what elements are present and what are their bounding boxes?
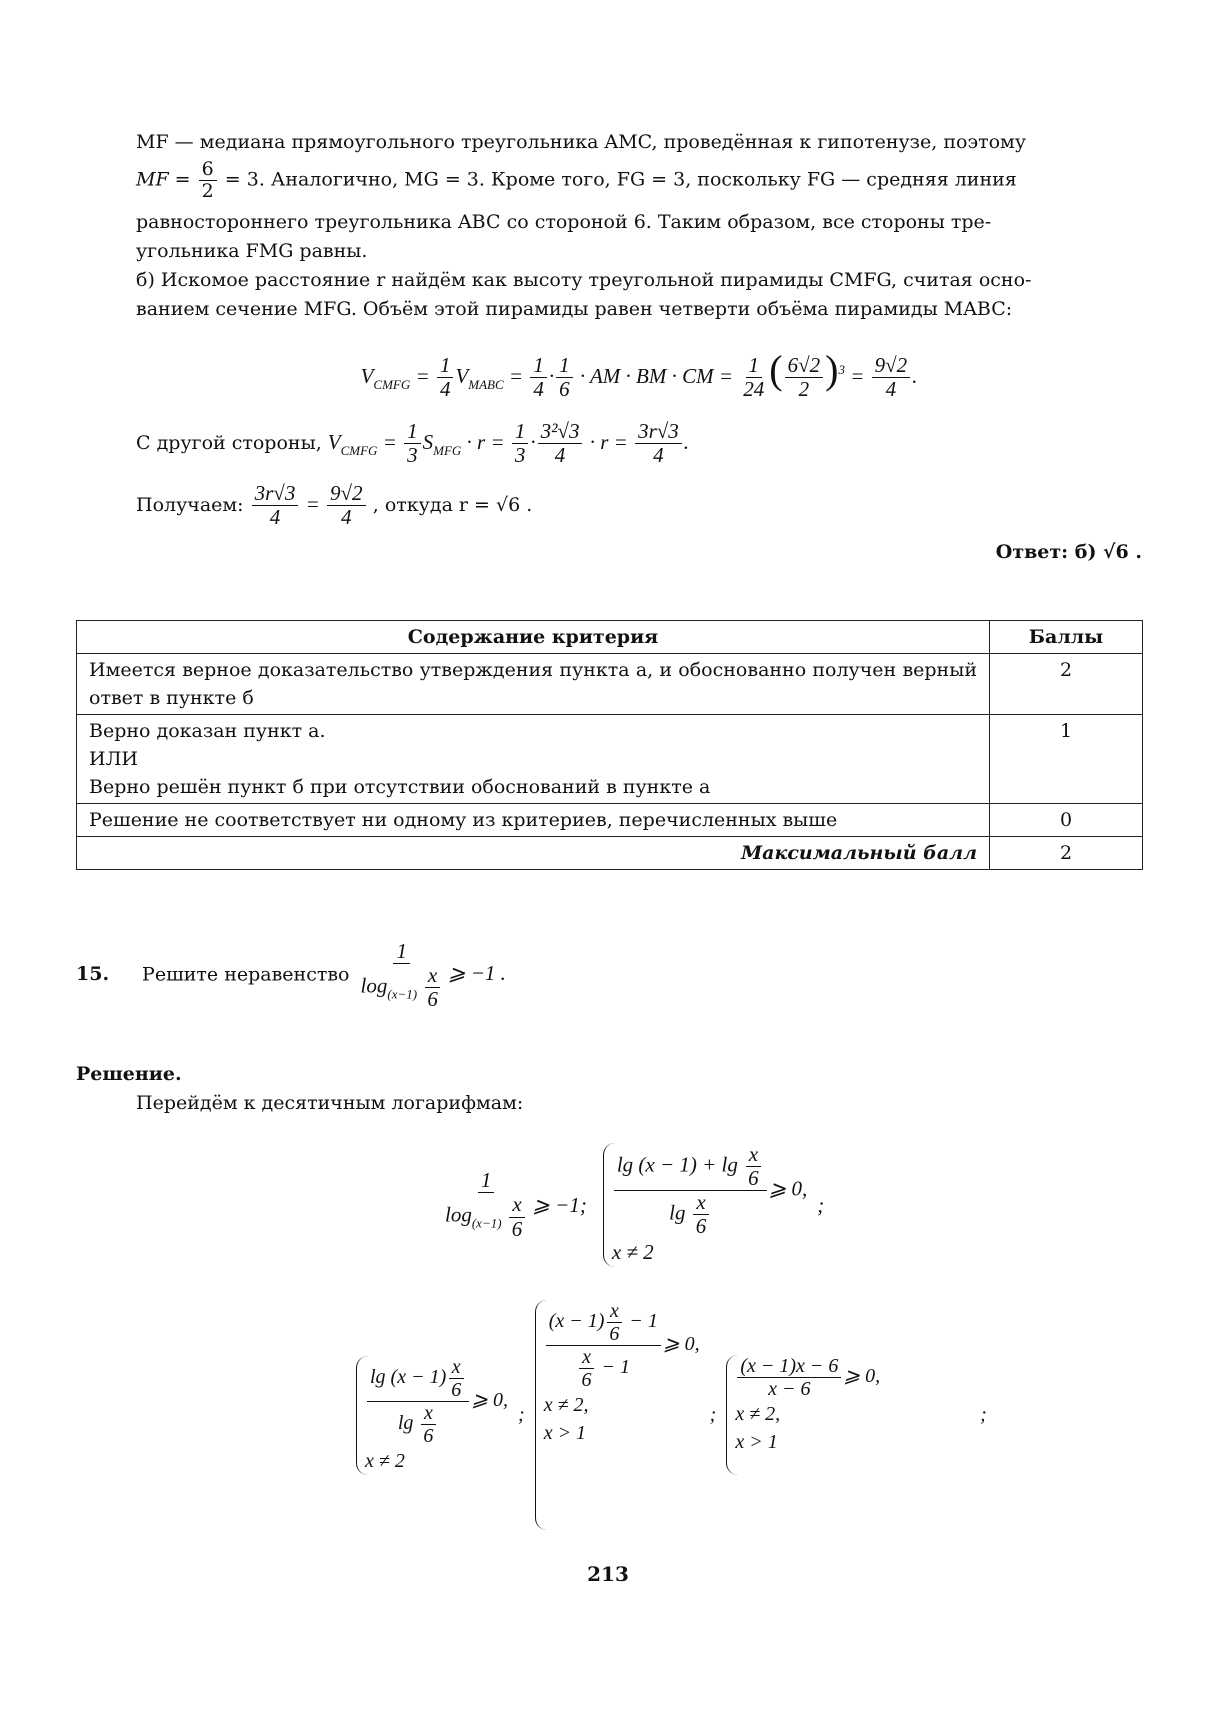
mf-label: MF = — [136, 168, 191, 191]
text-line: равностороннего треугольника ABC со стороной 6. Таким образом, все стороны тре- — [136, 210, 992, 233]
problem-statement: Решите неравенство — [142, 963, 350, 986]
page-number: 213 — [587, 1562, 629, 1586]
system-bracket: lg (x − 1) $\frac{x}{6}$ lg $\frac{x}{6}$ ⩾ 0, x ≠ 2 — [356, 1356, 508, 1475]
system-bracket: lg (x − 1) + lg $\frac{x}{6}$ lg $\frac{x}{6}$ ⩾ 0, x ≠ 2 — [603, 1143, 807, 1268]
criteria-text: Имеется верное доказательство утверждения пункта а, и обоснованно получен верный ответ в пункте б — [77, 654, 990, 715]
criteria-score: 1 — [990, 715, 1143, 804]
table-header-row — [77, 621, 1143, 654]
system-bracket: $\frac{(x - 1)x - 6}{x - 6}$ ⩾ 0, x ≠ 2, x > 1 — [726, 1355, 880, 1475]
other-side-line: С другой стороны, $V_{CMFG}$ = $\frac{1}{3}$ $S_{MFG} \cdot r$ = $\frac{1}{3}$ · $\frac{\text{3²√3}}{4}$ · r = $\frac{3r√3}{4}$ . — [136, 419, 690, 468]
table-row — [77, 654, 1143, 715]
step2: lg (x − 1) $\frac{x}{6}$ lg $\frac{x}{6}$ ⩾ 0, x ≠ 2 ; (x − 1) $\frac{x}{6}$ − 1 $\frac{x}{6}$ − 1 ⩾ 0, x ≠ 2, x > 1 ; $\frac{(x - 1)x - 6}{x - 6}$ ⩾ 0, x ≠ 2, x > 1 ; — [356, 1290, 987, 1540]
mf-tail: = 3. Аналогично, MG = 3. Кроме того, FG = 3, поскольку FG — средняя линия — [224, 168, 1017, 191]
page-content — [136, 128, 1142, 567]
table-row — [77, 804, 1143, 837]
criteria-score: 2 — [990, 654, 1143, 715]
volume-formula: $V_{CMFG}$ = $\frac{1}{4}$ $V_{MABC}$ = $\frac{1}{4}$ · $\frac{1}{6}$ · AM · BM · CM = $\frac{1}{24}$ ( $\frac{6√2}{2}$ )$^3$ = $\frac{9√2}{4}$ . — [360, 346, 918, 402]
text-line-mf — [136, 159, 1142, 202]
criteria-score: 0 — [990, 804, 1143, 837]
table-row-max — [77, 837, 1143, 870]
text-line: угольника FMG равны. — [136, 239, 368, 262]
criteria-text: Решение не соответствует ни одному из критериев, перечисленных выше — [77, 804, 990, 837]
fraction: $\frac{6}{2}$ — [199, 159, 217, 202]
header-criteria: Содержание критерия — [77, 621, 990, 654]
criteria-text: Верно доказан пункт а. ИЛИ Верно решён пункт б при отсутствии обоснований в пункте а — [77, 715, 990, 804]
criteria-table — [76, 620, 1143, 870]
header-score: Баллы — [990, 621, 1143, 654]
text-line: ванием сечение MFG. Объём этой пирамиды равен четверти объёма пирамиды MABC: — [136, 297, 1013, 320]
problem-15: 15. Решите неравенство 1 $\log_{(x-1)}$ $\frac{x}{6}$ ⩾ −1 . — [76, 939, 506, 1012]
max-label: Максимальный балл — [77, 837, 990, 870]
answer: Ответ: б) √6 . — [995, 540, 1142, 563]
problem-number: 15. — [76, 963, 110, 986]
system-bracket: (x − 1) $\frac{x}{6}$ − 1 $\frac{x}{6}$ − 1 ⩾ 0, x ≠ 2, x > 1 — [535, 1300, 700, 1530]
max-score: 2 — [990, 837, 1143, 870]
text-line: MF — медиана прямоугольного треугольника AMC, проведённая к гипотенузе, поэтому — [136, 131, 1027, 153]
solution-intro: Перейдём к десятичным логарифмам: — [136, 1092, 524, 1114]
solution-heading: Решение. — [76, 1063, 182, 1085]
text-line: б) Искомое расстояние r найдём как высоту треугольной пирамиды CMFG, считая осно- — [136, 268, 1032, 291]
result-line: Получаем: $\frac{3r√3}{4}$ = $\frac{9√2}{4}$ , откуда r = √6 . — [136, 481, 533, 530]
step1: 1 $\log_{(x-1)}$ $\frac{x}{6}$ ⩾ −1; lg (x − 1) + lg $\frac{x}{6}$ lg $\frac{x}{6}$ ⩾ 0, x ≠ 2 ; — [440, 1140, 824, 1270]
table-row — [77, 715, 1143, 804]
